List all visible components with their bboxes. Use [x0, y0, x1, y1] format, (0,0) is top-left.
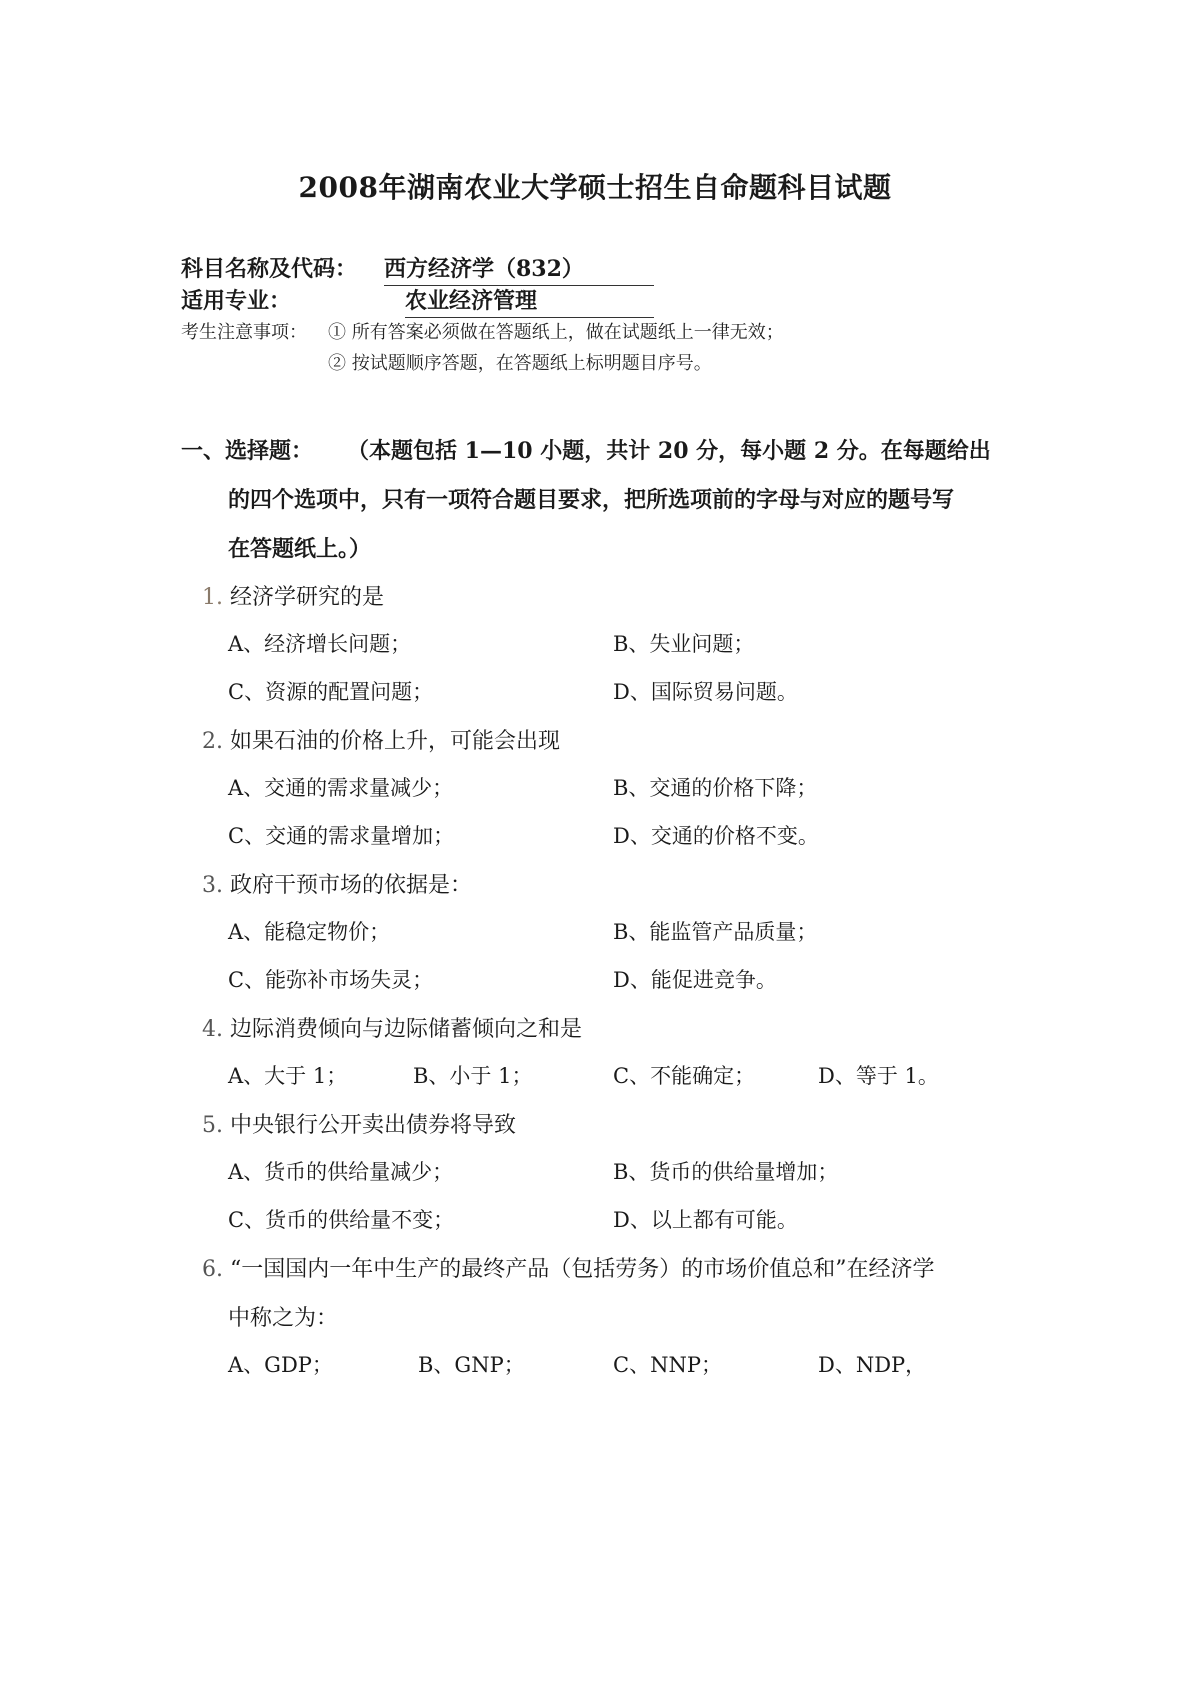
q2-option-a: A、交通的需求量减少； [228, 776, 454, 800]
major-label: 适用专业： [181, 288, 292, 314]
question-number: 1. [202, 585, 223, 610]
q3-option-b: B、能监管产品质量； [613, 920, 818, 944]
question-2 [202, 724, 560, 755]
question-6-stem-continued: 中称之为： [228, 1306, 339, 1331]
question-stem: 如果石油的价格上升，可能会出现 [230, 729, 561, 754]
q2-option-d: D、交通的价格不变。 [613, 824, 819, 848]
q2-option-c: C、交通的需求量增加； [228, 824, 455, 848]
question-stem: 政府干预市场的依据是： [230, 873, 473, 898]
question-stem: “一国国内一年中生产的最终产品（包括劳务）的市场价值总和”在经济学 [230, 1257, 935, 1282]
q2-option-b: B、交通的价格下降； [613, 776, 818, 800]
question-number: 6. [202, 1257, 223, 1282]
subject-value: 西方经济学（832） [384, 252, 654, 286]
q4-option-a: A、大于 1； [228, 1064, 348, 1088]
q6-option-a: A、GDP； [228, 1353, 333, 1377]
question-5 [202, 1108, 516, 1139]
note-1: ① 所有答案必须做在答题纸上，做在试题纸上一律无效； [328, 322, 784, 343]
section-instruction-line-2: 的四个选项中，只有一项符合题目要求，把所选项前的字母与对应的题号写 [228, 487, 955, 513]
question-number: 4. [202, 1017, 223, 1042]
q3-option-a: A、能稳定物价； [228, 920, 391, 944]
q5-option-d: D、以上都有可能。 [613, 1208, 798, 1232]
question-stem: 经济学研究的是 [230, 585, 385, 610]
q5-option-c: C、货币的供给量不变； [228, 1208, 455, 1232]
exam-title: 2008年湖南农业大学硕士招生自命题科目试题 [298, 171, 892, 204]
q3-option-c: C、能弥补市场失灵； [228, 968, 434, 992]
question-stem: 中央银行公开卖出债券将导致 [230, 1113, 517, 1138]
note-2: ② 按试题顺序答题，在答题纸上标明题目序号。 [328, 353, 712, 374]
q6-option-c: C、NNP； [613, 1353, 722, 1377]
q3-option-d: D、能促进竞争。 [613, 968, 777, 992]
question-3 [202, 868, 472, 899]
subject-label: 科目名称及代码： [181, 256, 358, 282]
q6-option-b: B、GNP； [418, 1353, 525, 1377]
question-4 [202, 1012, 582, 1043]
question-1 [202, 580, 384, 611]
q1-option-a: A、经济增长问题； [228, 632, 412, 656]
question-number: 5. [202, 1113, 223, 1138]
question-number: 3. [202, 873, 223, 898]
major-value: 农业经济管理 [405, 284, 654, 318]
q6-option-d: D、NDP， [818, 1353, 927, 1377]
q1-option-b: B、失业问题； [613, 632, 755, 656]
question-number: 2. [202, 729, 223, 754]
section-instruction-line-1: （本题包括 1—10 小题，共计 20 分，每小题 2 分。在每题给出 [347, 438, 991, 464]
q4-option-b: B、小于 1； [413, 1064, 533, 1088]
q1-option-c: C、资源的配置问题； [228, 680, 434, 704]
section-heading: 一、选择题： [181, 438, 314, 464]
q4-option-c: C、不能确定； [613, 1064, 756, 1088]
q5-option-a: A、货币的供给量减少； [228, 1160, 454, 1184]
q5-option-b: B、货币的供给量增加； [613, 1160, 839, 1184]
section-instruction-line-3: 在答题纸上。） [228, 536, 372, 562]
q4-option-d: D、等于 1。 [818, 1064, 939, 1088]
question-6 [202, 1252, 935, 1283]
notes-label: 考生注意事项： [181, 322, 307, 343]
question-stem: 边际消费倾向与边际储蓄倾向之和是 [230, 1017, 583, 1042]
q1-option-d: D、国际贸易问题。 [613, 680, 798, 704]
